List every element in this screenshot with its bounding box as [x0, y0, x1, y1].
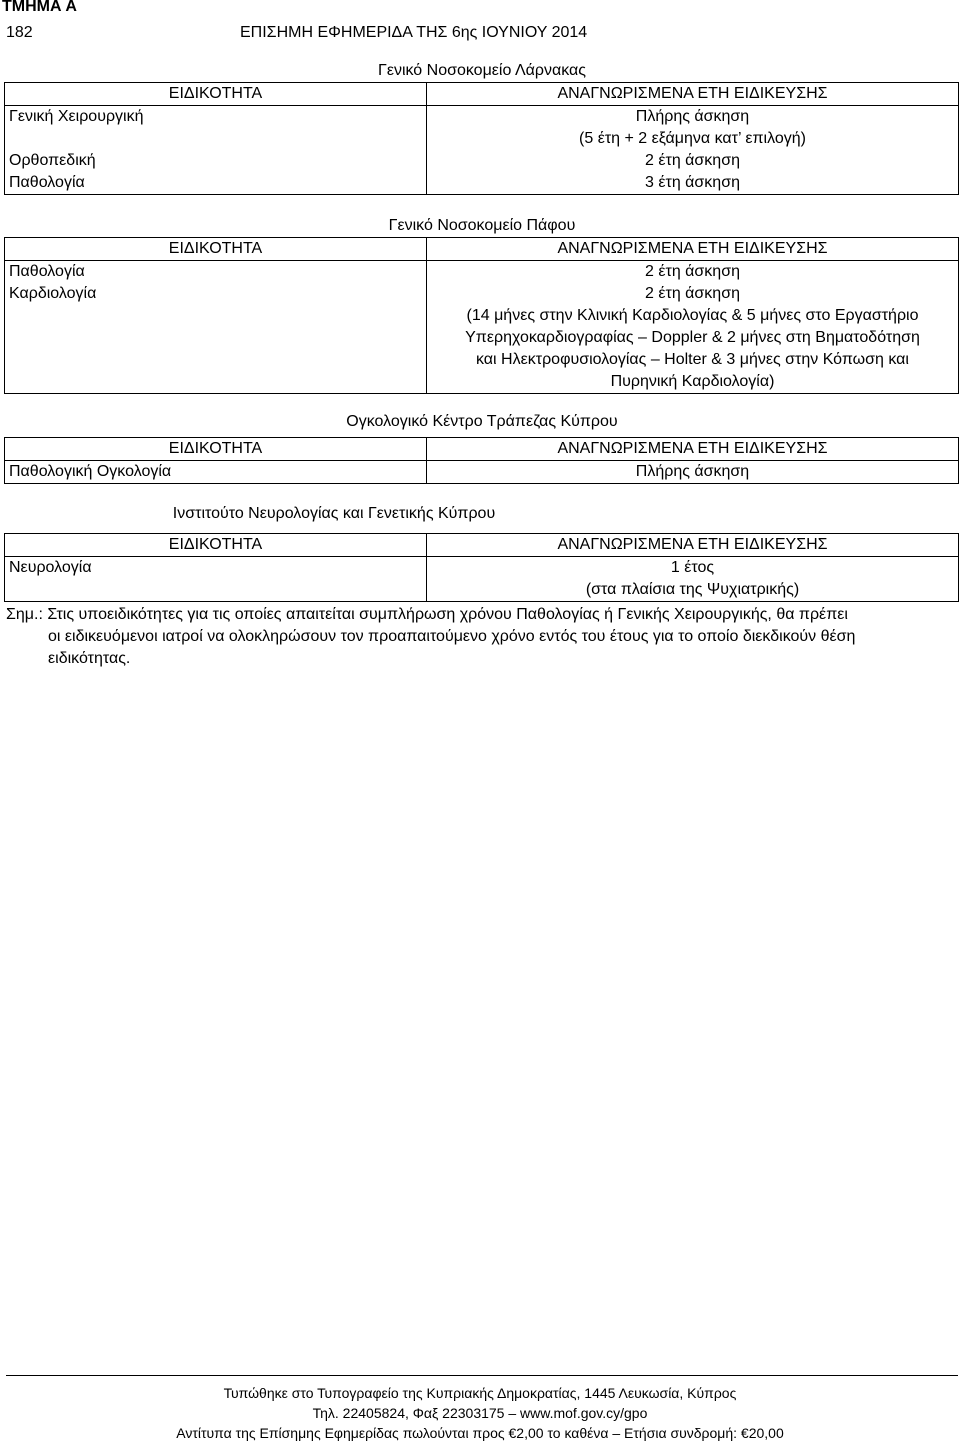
years-text: Υπερηχοκαρδιογραφίας – Doppler & 2 μήνες στη Βηματοδότηση	[465, 329, 920, 346]
years-text: 1 έτος	[670, 559, 715, 576]
gazette-title: ΕΠΙΣΗΜΗ ΕΦΗΜΕΡΙΔΑ ΤΗΣ 6ης ΙΟΥΝΙΟΥ 2014	[240, 24, 588, 41]
footnote-line: Στις υποειδικότητες για τις οποίες απαιτείται συμπλήρωση χρόνου Παθολογίας ή Γενικής Χειρουργικής, θα πρέπει	[47, 606, 848, 623]
section-tag: ΤΜΗΜΑ Α	[2, 0, 77, 15]
hospital-name: Γενικό Νοσοκομείο Πάφου	[388, 217, 576, 234]
years-text: Πλήρης άσκηση	[427, 461, 959, 484]
footnote-label: Σημ.:	[6, 606, 43, 623]
printer-footer	[0, 1383, 960, 1443]
specialty-name: Καρδιολογία	[9, 285, 97, 302]
hospital-section-neurology	[4, 503, 960, 602]
specialty-name: Νευρολογία	[5, 557, 427, 602]
hospital-section-paphos	[4, 215, 960, 394]
years-text: Πλήρης άσκηση	[635, 108, 750, 125]
table-header-row	[5, 238, 959, 261]
hospital-section-larnaca	[4, 60, 960, 195]
specialty-name: Παθολογία	[9, 263, 85, 280]
years-text: (στα πλαίσια της Ψυχιατρικής)	[585, 581, 800, 598]
table-header-row	[5, 534, 959, 557]
table-header-row	[5, 83, 959, 106]
footnote-line: οι ειδικευόμενοι ιατροί να ολοκληρώσουν τον προαπαιτούμενο χρόνο εντός του έτους για το οποίο διεκδικούν θέση	[48, 628, 856, 645]
table-row	[5, 261, 959, 394]
specialty-name: Παθολογία	[9, 174, 85, 191]
specialty-table	[4, 533, 959, 602]
column-header-specialty: ΕΙΔΙΚΟΤΗΤΑ	[5, 438, 427, 461]
specialty-name: Γενική Χειρουργική	[9, 108, 144, 125]
years-text: 2 έτη άσκηση	[645, 285, 740, 302]
years-text: 2 έτη άσκηση	[645, 152, 740, 169]
hospital-name: Γενικό Νοσοκομείο Λάρνακας	[378, 62, 586, 79]
years-cell	[427, 557, 959, 602]
footer-line: Τηλ. 22405824, Φαξ 22303175 – www.mof.gov.cy/gpo	[312, 1405, 648, 1421]
table-header-row	[5, 438, 959, 461]
column-header-recognized-years: ΑΝΑΓΝΩΡΙΣΜΕΝΑ ΕΤΗ ΕΙΔΙΚΕΥΣΗΣ	[427, 83, 959, 106]
page-number: 182	[6, 24, 33, 41]
years-text: 2 έτη άσκηση	[645, 263, 740, 280]
years-text: (14 μήνες στην Κλινική Καρδιολογίας & 5 μήνες στο Εργαστήριο	[466, 307, 919, 324]
years-cell	[427, 106, 959, 195]
hospital-name: Ογκολογικό Κέντρο Τράπεζας Κύπρου	[346, 413, 618, 430]
years-text: (5 έτη + 2 εξάμηνα κατ’ επιλογή)	[579, 130, 806, 147]
column-header-specialty: ΕΙΔΙΚΟΤΗΤΑ	[5, 83, 427, 106]
footer-divider	[6, 1375, 958, 1376]
column-header-specialty: ΕΙΔΙΚΟΤΗΤΑ	[5, 238, 427, 261]
years-text: 3 έτη άσκηση	[645, 174, 740, 191]
years-text: Πυρηνική Καρδιολογία)	[610, 373, 775, 390]
specialty-cell	[5, 261, 427, 394]
specialty-table	[4, 437, 959, 484]
specialty-cell	[5, 106, 427, 195]
table-row	[5, 106, 959, 195]
footer-line: Τυπώθηκε στο Τυπογραφείο της Κυπριακής Δημοκρατίας, 1445 Λευκωσία, Κύπρος	[223, 1385, 737, 1401]
table-row	[5, 461, 959, 484]
specialty-name: Παθολογική Ογκολογία	[5, 461, 427, 484]
years-cell	[427, 261, 959, 394]
column-header-recognized-years: ΑΝΑΓΝΩΡΙΣΜΕΝΑ ΕΤΗ ΕΙΔΙΚΕΥΣΗΣ	[427, 438, 959, 461]
years-text: και Ηλεκτροφυσιολογίας – Holter & 3 μήνες στην Κόπωση και	[476, 351, 909, 368]
column-header-recognized-years: ΑΝΑΓΝΩΡΙΣΜΕΝΑ ΕΤΗ ΕΙΔΙΚΕΥΣΗΣ	[427, 534, 959, 557]
column-header-recognized-years: ΑΝΑΓΝΩΡΙΣΜΕΝΑ ΕΤΗ ΕΙΔΙΚΕΥΣΗΣ	[427, 238, 959, 261]
table-row	[5, 557, 959, 602]
hospital-section-oncology	[4, 411, 960, 484]
specialty-table	[4, 237, 959, 394]
specialty-table	[4, 82, 959, 195]
footnote	[6, 604, 956, 670]
footer-line: Αντίτυπα της Επίσημης Εφημερίδας πωλούνται προς €2,00 το καθένα – Ετήσια συνδρομή: €20,00	[176, 1425, 784, 1441]
hospital-name: Ινστιτούτο Νευρολογίας και Γενετικής Κύπρου	[172, 505, 496, 522]
column-header-specialty: ΕΙΔΙΚΟΤΗΤΑ	[5, 534, 427, 557]
footnote-line: ειδικότητας.	[48, 650, 131, 667]
specialty-name: Ορθοπεδική	[9, 152, 96, 169]
